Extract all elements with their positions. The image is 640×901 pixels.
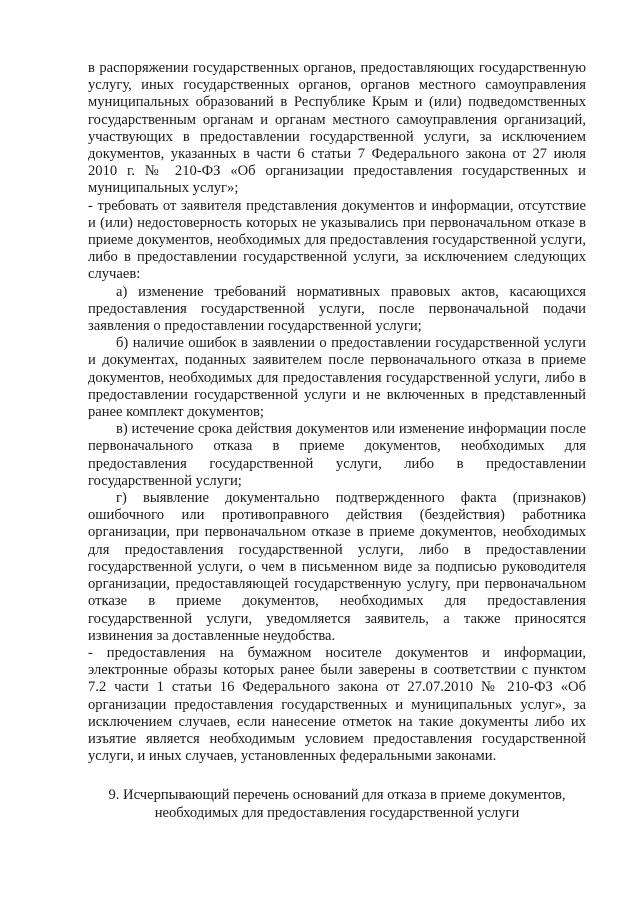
- section-heading-line-2: необходимых для предоставления государственной услуги: [154, 805, 520, 822]
- section-heading-line-1: 9. Исчерпывающий перечень оснований для отказа в приеме документов,: [108, 787, 566, 804]
- paragraph-requirement-list: - требовать от заявителя представления документов и информации, отсутствие и (или) недостоверность которых не указывались при первоначальном отказе в приеме документов, необходимых для предоставления государственной услуги, либо в предоставлении государственной услуги, за исключением следующих случаев:: [88, 197, 586, 283]
- paragraph-case-b: б) наличие ошибок в заявлении о предоставлении государственной услуги и документах, поданных заявителем после первоначального отказа в приеме документов, необходимых для предоставления государственной услуги, либо в предоставлении государственной услуги и не включенных в представленный ранее комплект документов;: [88, 335, 586, 421]
- document-page: [88, 60, 586, 822]
- paragraph-case-v: в) истечение срока действия документов или изменение информации после первоначального отказа в приеме документов, необходимых для предоставления государственной услуги, либо в предоставлении государственной услуги;: [88, 421, 586, 489]
- paragraph-case-g: г) выявление документально подтвержденного факта (признаков) ошибочного или противоправного действия (бездействия) работника организации, при первоначальном отказе в приеме документов, необходимых для предоставления государственной услуги, либо в предоставлении государственной услуги, о чем в письменном виде за подписью руководителя организации, предоставляющей государственную услугу, при первоначальном отказе в приеме документов, необходимых для предоставления государственной услуги, уведомляется заявитель, а также приносятся извинения за доставленные неудобства.: [88, 490, 586, 644]
- section-heading: [88, 786, 586, 822]
- paragraph-continuation: в распоряжении государственных органов, предоставляющих государственную услугу, иных государственных органов, органов местного самоуправления муниципальных образований в Республике Крым и (или) подведомственных государственным органам и органам местного самоуправления организаций, участвующих в предоставлении государственной услуги, за исключением документов, указанных в части 6 статьи 7 Федерального закона от 27 июля 2010 г. № 210-ФЗ «Об организации предоставления государственных и муниципальных услуг»;: [88, 60, 586, 197]
- paragraph-case-a: а) изменение требований нормативных правовых актов, касающихся предоставления государственной услуги, после первоначальной подачи заявления о предоставлении государственной услуги;: [88, 283, 586, 335]
- paragraph-paper-documents: - предоставления на бумажном носителе документов и информации, электронные образы которых ранее были заверены в соответствии с пунктом 7.2 части 1 статьи 16 Федерального закона от 27.07.2010 № 210-ФЗ «Об организации предоставления государственных и муниципальных услуг», за исключением случаев, если нанесение отметок на такие документы либо их изъятие является необходимым условием предоставления государственной услуги, и иных случаев, установленных федеральными законами.: [88, 644, 586, 765]
